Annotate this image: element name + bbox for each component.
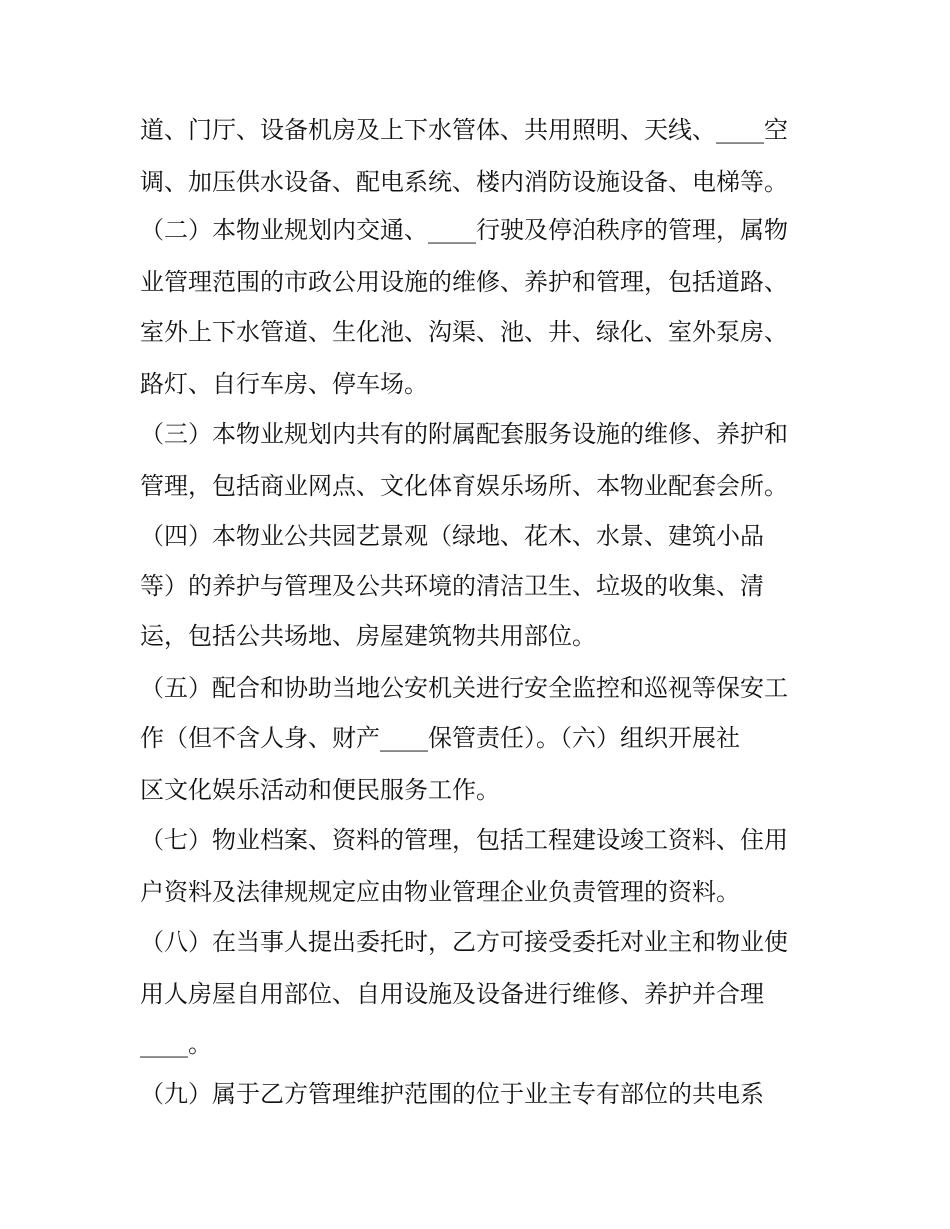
text-line: 等）的养护与管理及公共环境的清洁卫生、垃圾的收集、清 bbox=[140, 572, 764, 600]
text-line: ____。 bbox=[140, 1030, 212, 1058]
text-line: 道、门厅、设备机房及上下水管体、共用照明、天线、____空 bbox=[140, 116, 788, 144]
text-line: 运，包括公共场地、房屋建筑物共用部位。 bbox=[140, 622, 596, 650]
text-line: 业管理范围的市政公用设施的维修、养护和管理，包括道路、 bbox=[140, 268, 788, 296]
text-line: （八）在当事人提出委托时，乙方可接受委托对业主和物业使 bbox=[140, 928, 788, 956]
text-line: 调、加压供水设备、配电系统、楼内消防设施设备、电梯等。 bbox=[140, 168, 788, 196]
text-line: 管理，包括商业网点、文化体育娱乐场所、本物业配套会所。 bbox=[140, 472, 788, 500]
text-line: 户资料及法律规规定应由物业管理企业负责管理的资料。 bbox=[140, 878, 740, 906]
text-line: （五）配合和协助当地公安机关进行安全监控和巡视等保安工 bbox=[140, 674, 788, 702]
text-line: （七）物业档案、资料的管理，包括工程建设竣工资料、住用 bbox=[140, 826, 788, 854]
text-line: 区文化娱乐活动和便民服务工作。 bbox=[140, 776, 500, 804]
text-line: 作（但不含人身、财产____保管责任）。（六）组织开展社 bbox=[140, 724, 740, 752]
text-line: （九）属于乙方管理维护范围的位于业主专有部位的共电系 bbox=[140, 1080, 764, 1108]
text-line: （四）本物业公共园艺景观（绿地、花木、水景、建筑小品 bbox=[140, 522, 764, 550]
text-line: （二）本物业规划内交通、____行驶及停泊秩序的管理，属物 bbox=[140, 216, 788, 244]
text-line: 用人房屋自用部位、自用设施及设备进行维修、养护并合理 bbox=[140, 980, 764, 1008]
text-line: （三）本物业规划内共有的附属配套服务设施的维修、养护和 bbox=[140, 420, 788, 448]
text-line: 室外上下水管道、生化池、沟渠、池、井、绿化、室外泵房、 bbox=[140, 318, 788, 346]
text-line: 路灯、自行车房、停车场。 bbox=[140, 370, 428, 398]
